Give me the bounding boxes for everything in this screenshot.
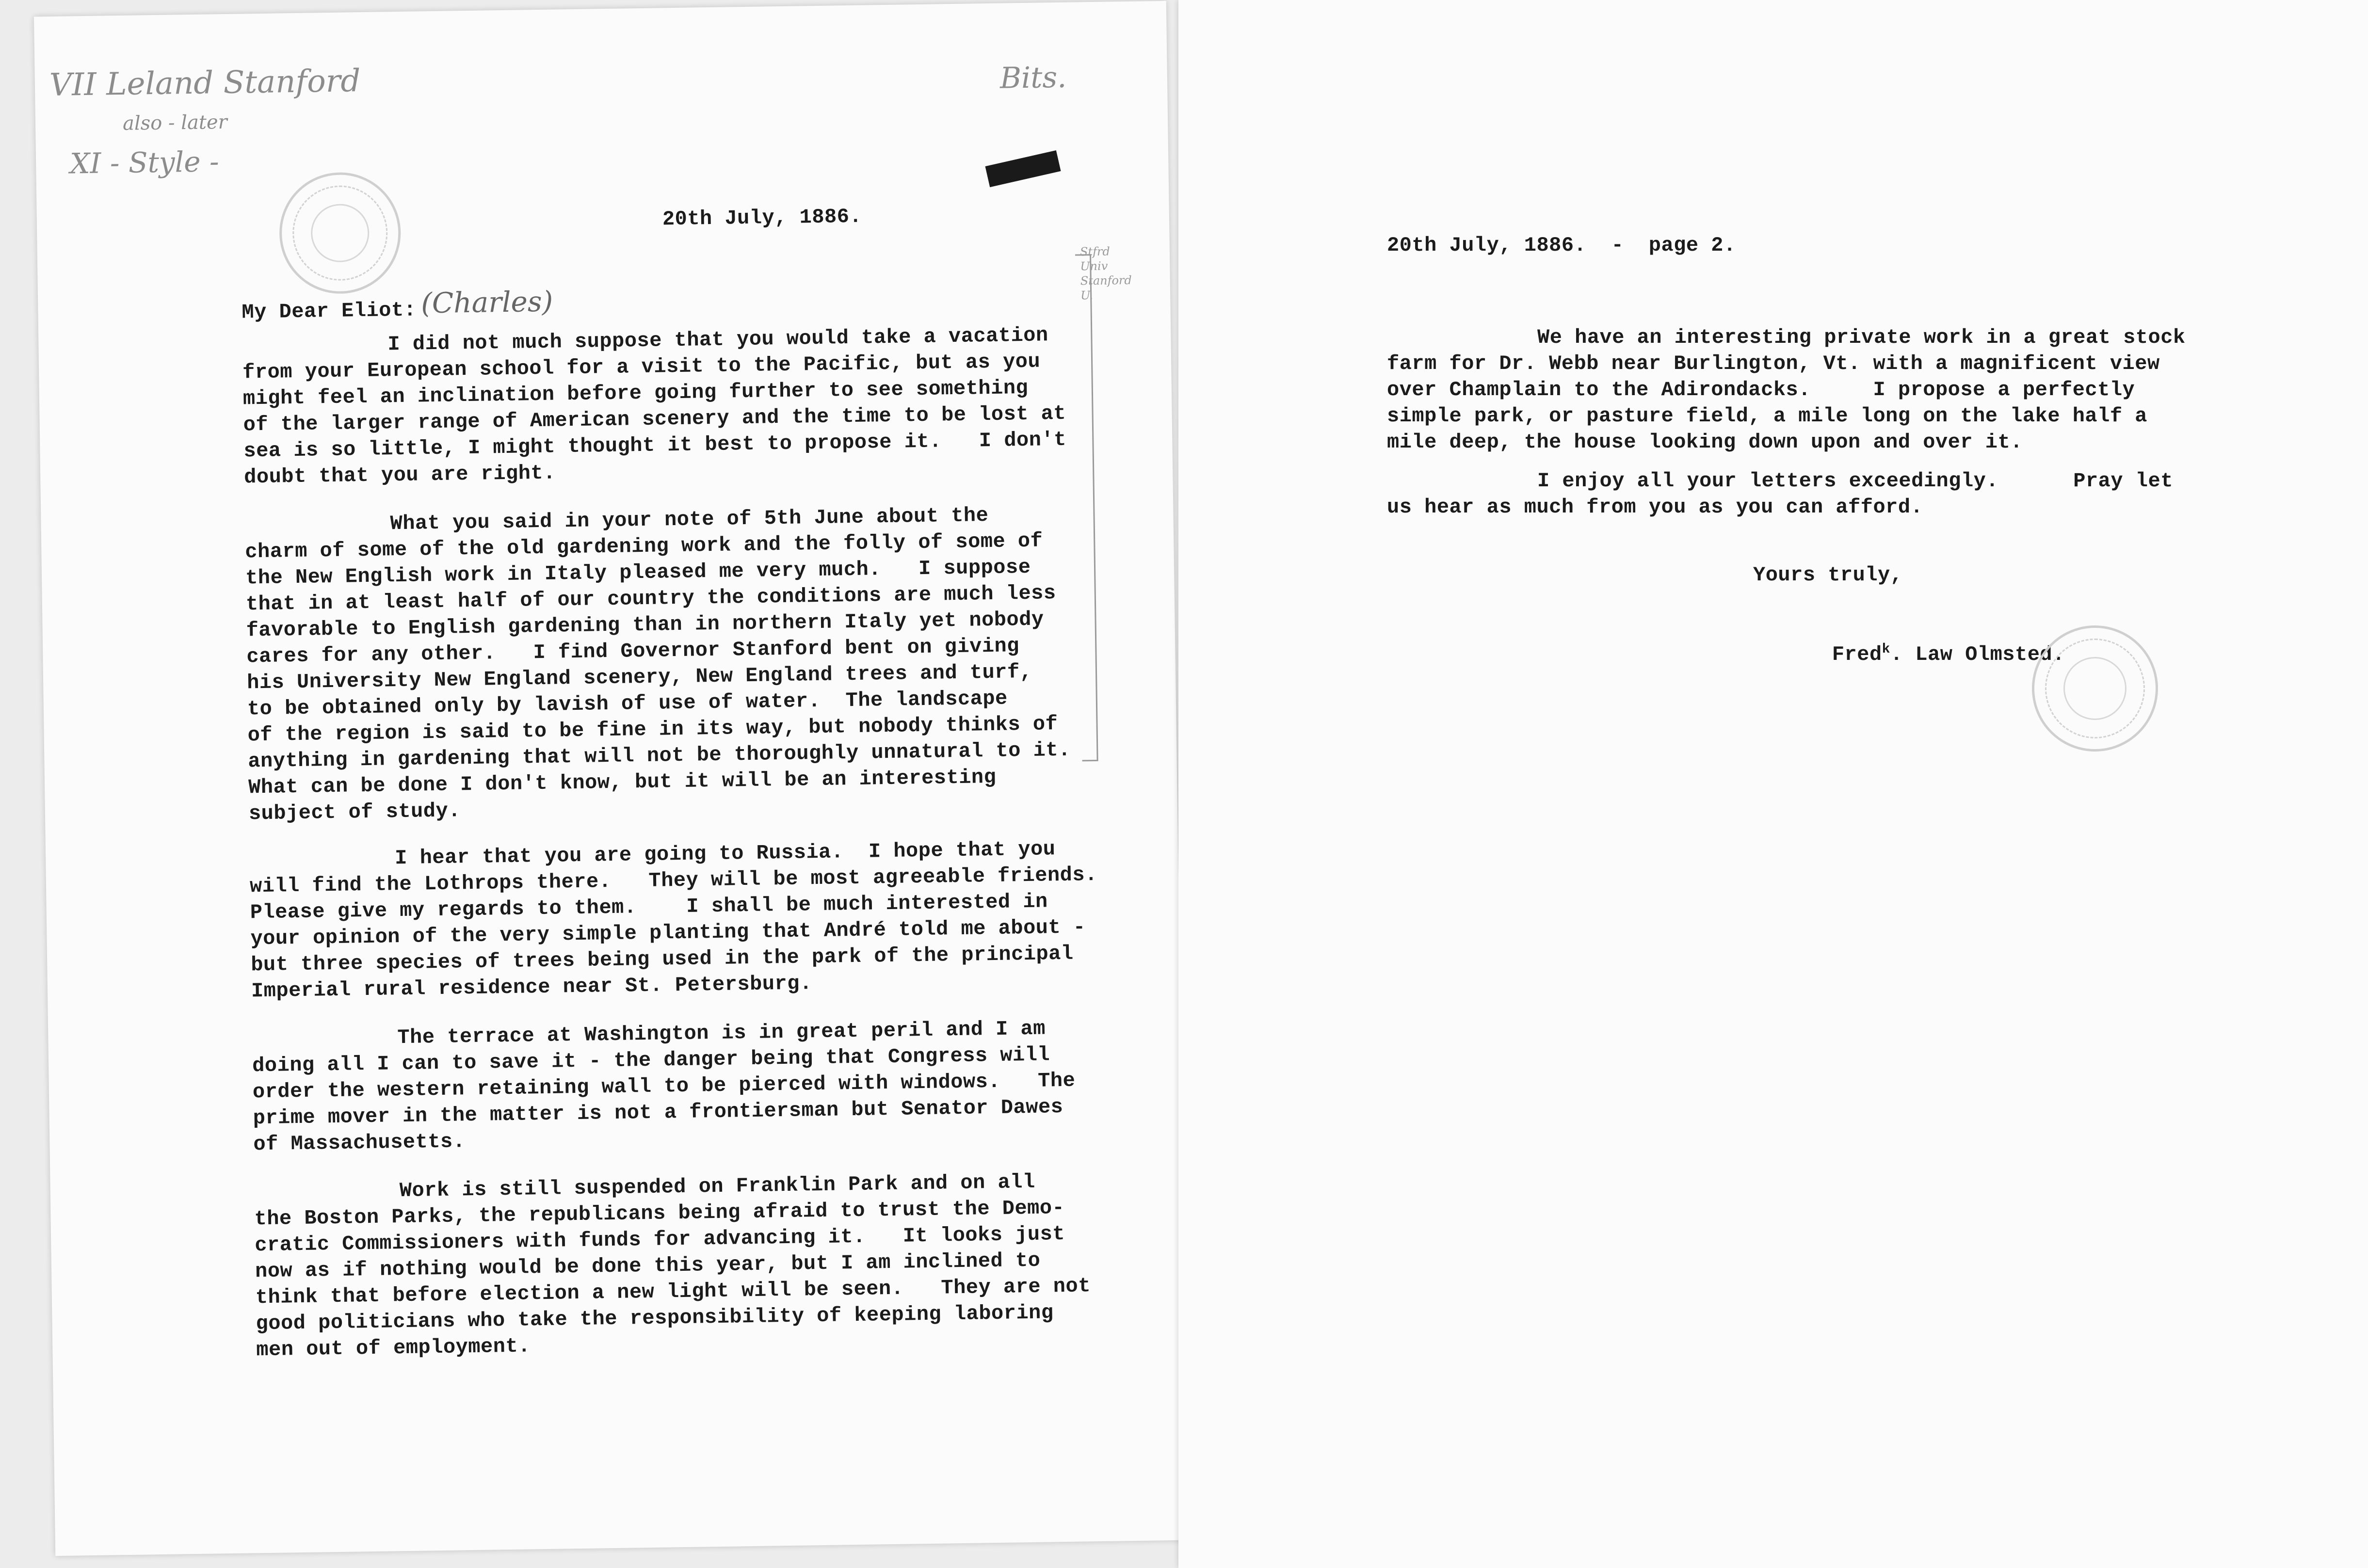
closing: Yours truly, [1753, 563, 1903, 587]
p4-line-2: doing all I can to save it - the danger being that Congress will [252, 1043, 1050, 1078]
signature-first: Fred [1832, 643, 1882, 666]
signature [1782, 612, 2065, 692]
signature-rest: . Law Olmsted. [1890, 643, 2065, 666]
p2-line-4: that in at least half of our country the conditions are much less [245, 581, 1056, 616]
margin-note-top-right: Bits. [999, 60, 1067, 96]
p5-line-1: Work is still suspended on Franklin Park and on all [399, 1170, 1035, 1203]
margin-note-line2: also - later [122, 111, 228, 135]
p2-line-10: anything in gardening that will not be thoroughly unnatural to it. [248, 738, 1071, 773]
p6-line-5: mile deep, the house looking down upon and over it. [1387, 431, 2023, 454]
side-note-line-3: Stanford [1080, 273, 1132, 288]
archive-stamp-2 [2032, 625, 2158, 752]
p5-line-5: think that before election a new light will be seen. They are not [255, 1274, 1091, 1310]
p3-line-6: Imperial rural residence near St. Petersburg. [251, 972, 812, 1003]
p6-line-4: simple park, or pasture field, a mile long on the lake half a [1387, 404, 2147, 428]
letter-page-1 [34, 1, 1188, 1556]
p2-line-5: favorable to English gardening than in northern Italy yet nobody [246, 608, 1044, 642]
p3-line-4: your opinion of the very simple planting that André told me about - [250, 915, 1086, 951]
signature-superscript: k [1882, 642, 1890, 657]
margin-note-line3: XI - Style - [69, 145, 220, 180]
archive-stamp-1 [279, 172, 402, 294]
p5-line-7: men out of employment. [256, 1334, 531, 1362]
p2-line-12: subject of study. [248, 799, 461, 826]
handwritten-first-name: (Charles) [420, 285, 553, 320]
p7-line-1: I enjoy all your letters exceedingly. Pray let [1537, 469, 2173, 493]
p1-line-6: doubt that you are right. [243, 461, 556, 489]
page2-heading: 20th July, 1886. - page 2. [1387, 234, 1736, 257]
p5-line-3: cratic Commissioners with funds for advancing it. It looks just [255, 1222, 1065, 1257]
p3-line-5: but three species of trees being used in the park of the principal [250, 942, 1074, 977]
ink-mark [985, 150, 1061, 187]
p1-line-1: I did not much suppose that you would take a vacation [387, 323, 1048, 356]
page1-salutation: My Dear Eliot: [242, 298, 417, 324]
p2-line-8: to be obtained only by lavish of use of water. The landscape [247, 687, 1008, 721]
p6-line-2: farm for Dr. Webb near Burlington, Vt. with a magnificent view [1387, 352, 2160, 375]
margin-note-line1: VII Leland Stanford [49, 63, 361, 104]
p2-line-3: the New English work in Italy pleased me very much. I suppose [245, 555, 1031, 590]
p1-line-2: from your European school for a visit to the Pacific, but as you [242, 350, 1041, 384]
p2-line-1: What you said in your note of 5th June about the [390, 504, 989, 536]
p6-line-3: over Champlain to the Adirondacks. I propose a perfectly [1387, 378, 2135, 401]
p4-line-3: order the western retaining wall to be pierced with windows. The [252, 1069, 1076, 1104]
p6-line-1: We have an interesting private work in a great stock [1537, 326, 2186, 349]
p4-line-5: of Massachusetts. [253, 1130, 466, 1156]
p1-line-4: of the larger range of American scenery and the time to be lost at [243, 401, 1066, 437]
page1-date: 20th July, 1886. [662, 205, 862, 231]
p1-line-5: sea is so little, I might thought it best to propose it. I don't [243, 428, 1067, 463]
p2-line-9: of the region is said to be fine in its way, but nobody thinks of [247, 712, 1058, 747]
p5-line-4: now as if nothing would be done this year, but I am inclined to [255, 1248, 1041, 1283]
p5-line-2: the Boston Parks, the republicans being afraid to trust the Demo- [254, 1196, 1065, 1231]
side-note-line-2: Univ [1080, 259, 1108, 273]
p3-line-3: Please give my regards to them. I shall be much interested in [250, 890, 1048, 925]
letter-page-2 [1178, 0, 2368, 1568]
p7-line-2: us hear as much from you as you can afford. [1387, 496, 1923, 519]
p2-line-7: his University New England scenery, New England trees and turf, [246, 660, 1032, 695]
p3-line-2: will find the Lothrops there. They will be most agreeable friends. [249, 863, 1098, 898]
side-bracket [1075, 254, 1098, 761]
p1-line-3: might feel an inclination before going further to see something [242, 376, 1029, 411]
p2-line-2: charm of some of the old gardening work and the folly of some of [245, 529, 1043, 564]
side-note-line-1: Stfrd [1079, 244, 1110, 259]
p3-line-1: I hear that you are going to Russia. I hope that you [394, 837, 1056, 870]
p2-line-11: What can be done I don't know, but it will be an interesting [248, 765, 997, 800]
p2-line-6: cares for any other. I find Governor Stanford bent on giving [246, 634, 1020, 669]
side-note-line-4: U. [1080, 288, 1094, 303]
p4-line-1: The terrace at Washington is in great peril and I am [397, 1017, 1046, 1050]
p5-line-6: good politicians who take the responsibility of keeping laboring [256, 1301, 1054, 1336]
p4-line-4: prime mover in the matter is not a frontiersman but Senator Dawes [253, 1095, 1063, 1130]
